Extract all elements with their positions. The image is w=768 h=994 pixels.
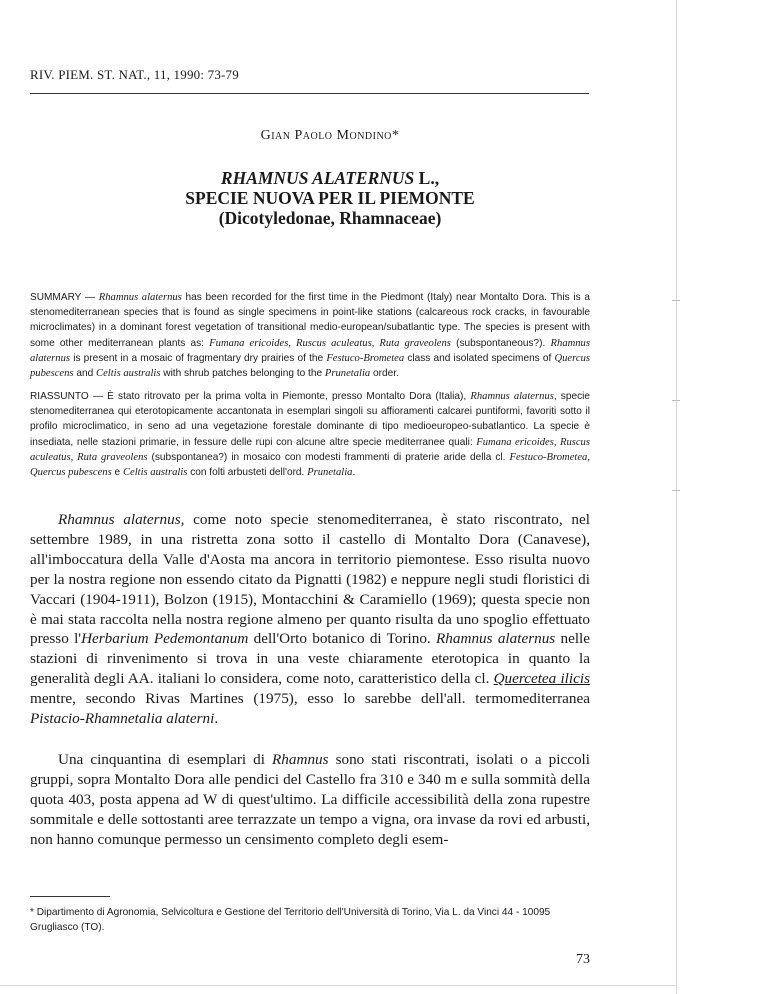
edge-tick: [672, 490, 680, 491]
taxon-name: [494, 670, 590, 687]
page-number: 73: [576, 952, 590, 967]
author-name: Gian Paolo Mondino*: [260, 128, 400, 143]
species-name: Rhamnus alaternus: [30, 337, 590, 364]
riassunto-text: , specie stenomediterranea qui eterotopicamente accantonata in esemplari singoli su affioramenti calcarei puntiformi, favoriti sotto il profilo microclimatico, in seno ad una vegetazione forestale dominante di tipo medioeuropeo-subatlantico. La specie è insediata, nelle stazioni primarie, in fessure delle rupi con alcune altre specie mediterranee quali:: [30, 391, 590, 448]
article-title: [0, 168, 660, 228]
title-species: RHAMNUS ALATERNUS: [220, 168, 415, 188]
summary-text: class and isolated specimens of: [404, 352, 555, 364]
taxon-name: Prunetalia: [324, 368, 371, 380]
taxon-name: Festuco-Brometea, Quercus pubescens: [30, 451, 590, 479]
genus-name: Rhamnus: [272, 751, 329, 768]
body-text: dell'Orto botanico di Torino.: [248, 630, 437, 648]
underlined-taxon: Quercetea ilicis: [493, 670, 590, 688]
summary-text: order.: [370, 368, 399, 380]
species-name: Fumana ericoides, Ruscus aculeatus, Ruta graveolens: [30, 436, 590, 463]
riassunto-label: RIASSUNTO —: [30, 391, 108, 402]
riassunto-paragraph: [30, 389, 590, 480]
page-edge-line: [676, 0, 677, 994]
species-name: Fumana ericoides, Ruscus aculeatus, Ruta graveolens: [209, 337, 451, 349]
author-affiliation-footnote: * Dipartimento di Agronomia, Selvicoltura e Gestione del Territorio dell'Università di Torino, Via L. da Vinci 44 - 10095 Grugliasco (TO).: [30, 907, 551, 933]
title-authority: L.,: [414, 168, 440, 188]
edge-tick: [672, 300, 680, 301]
summary-label: SUMMARY —: [30, 292, 99, 303]
summary-text: and: [73, 368, 96, 380]
species-name: Rhamnus alaternus,: [58, 511, 185, 528]
species-name: Rhamnus alaternus: [436, 630, 556, 648]
title-line-2: SPECIE NUOVA PER IL PIEMONTE: [185, 188, 475, 208]
body-text: sono stati riscontrati, isolati o a piccoli gruppi, sopra Montalto Dora alle pendici del Castello fra 310 e 340 m e sulla sommità della quota 403, posta appena ad W di quest'ultimo. La difficile accessibilità della zona rupestre sommitale e delle sottostanti aree terrazzate un tempo a vigna, ora invase da rovi ed arbusti, non hanno comunque permesso un censimento completo degli esem-: [30, 751, 590, 848]
body-text: Una cinquantina di esemplari di: [58, 751, 273, 768]
footnote-rule: [30, 896, 110, 897]
species-name: Celtis australis: [122, 467, 188, 479]
body-text: come noto specie stenomediterranea, è stato riscontrato, nel settembre 1989, in una ristretta zona sotto il castello di Montalto Dora (Canavese), all'imboccatura della Valle d'Aosta ma ancora in territorio piemontese. Esso risulta nuovo per la nostra regione non essendo citato da Pignatti (1982) e neppure negli studi floristici di Vaccari (1904-1911), Bolzon (1915), Montacchini & Caramiello (1969); questa specie non è mai stata raccolta nella nostra regione almeno per quanto risulta da uno spoglio effettuato presso l': [30, 511, 590, 648]
species-name: Rhamnus alaternus: [470, 391, 554, 402]
title-line-1: [0, 168, 660, 188]
herbarium-name: Herbarium Pedemontanum: [81, 630, 249, 648]
taxon-name: Festuco-Brometea: [326, 352, 405, 364]
riassunto-text: .: [352, 467, 356, 479]
header-rule: [30, 93, 589, 94]
summary-text: has been recorded for the first time in the Piedmont (Italy) near Montalto Dora. This is a stenomediterranean species that is found as single specimens in point-like stations (calcareous rock cracks, in favourable microclimates) in a dominant forest vegetation of transitional medio-european/subatlantic type. The species is present with some other mediterranean plants as:: [30, 292, 590, 349]
species-name: Celtis australis: [96, 368, 161, 380]
species-name: Quercus pubescens: [30, 352, 590, 380]
taxon-name: Pistacio-Rhamnetalia alaterni: [30, 710, 215, 728]
summary-text: (subspontaneous?).: [450, 337, 551, 349]
species-name: Rhamnus alaternus: [98, 292, 182, 303]
body-paragraph-2: [30, 750, 590, 850]
riassunto-text: È stato ritrovato per la prima volta in Piemonte, presso Montalto Dora (Italia),: [107, 391, 471, 402]
title-line-3: (Dicotyledonae, Rhamnaceae): [218, 208, 442, 228]
riassunto-text: e: [111, 467, 123, 479]
body-text: mentre, secondo Rivas Martines (1975), esso lo sarebbe dell'all. termomediterranea: [30, 690, 590, 708]
summary-text: is present in a mosaic of fragmentary dry prairies of the: [70, 352, 327, 364]
body-paragraph-1: [30, 510, 590, 729]
summary-paragraph: [30, 290, 590, 381]
edge-tick: [672, 400, 680, 401]
body-text: nelle stazioni di rinvenimento si trova in una veste chiaramente eterotopica in quanto la generalità degli AA. italiani lo considera, come noto, caratteristico della cl.: [30, 630, 591, 688]
page-bottom-edge: [0, 985, 676, 986]
body-text: .: [214, 710, 219, 728]
journal-citation: RIV. PIEM. ST. NAT., 11, 1990: 73-79: [30, 67, 239, 82]
riassunto-text: con folti arbusteti dell'ord.: [187, 467, 308, 479]
taxon-name: Prunetalia: [307, 467, 353, 479]
riassunto-text: (subspontanea?) in mosaico con modesti frammenti di praterie aride della cl.: [147, 451, 510, 463]
summary-text: with shrub patches belonging to the: [160, 368, 325, 380]
